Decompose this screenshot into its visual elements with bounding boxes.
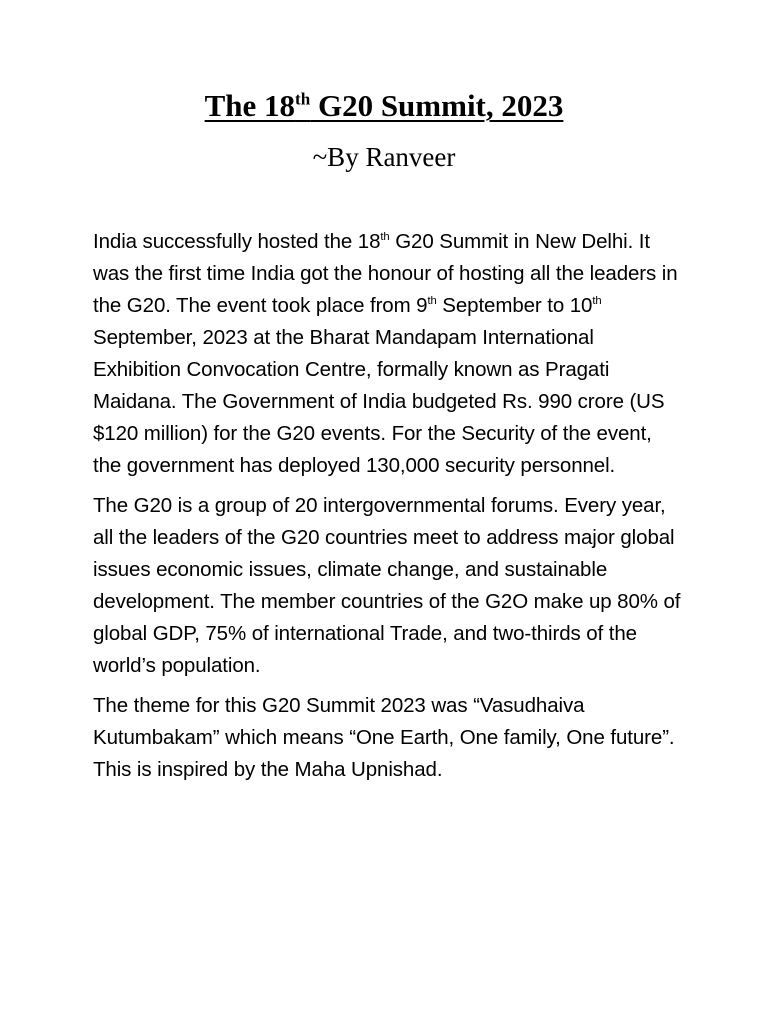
paragraph-3: The theme for this G20 Summit 2023 was “Vasudhaiva Kutumbakam” which means “One Earth, One family, One future”. This is inspired by the Maha Upnishad. <box>93 694 675 781</box>
paragraph-2: The G20 is a group of 20 intergovernmental forums. Every year, all the leaders of the G20 countries meet to address major global issues economic issues, climate change, and sustainable development. The member countries of the G2O make up 80% of global GDP, 75% of international Trade, and two-thirds of the world’s population. <box>93 494 681 677</box>
article-body <box>93 226 683 794</box>
title-suffix: G20 Summit, 2023 <box>310 88 564 123</box>
title-prefix: The 18 <box>204 88 296 123</box>
paragraph-1-part-b: G20 Summit in New Delhi. It was the first time India got the honour of hosting all the leaders in the G20. The event took place from 9 <box>93 230 678 317</box>
paragraph-1-part-a: India successfully hosted the 18 <box>93 230 381 253</box>
title-superscript: th <box>295 89 311 109</box>
paragraph-1 <box>93 226 683 482</box>
paragraph-1-part-d: September, 2023 at the Bharat Mandapam International Exhibition Convocation Centre, formally known as Pragati Maidana. The Government of India budgeted Rs. 990 crore (US $120 million) for the G20 events. For the Security of the event, the government has deployed 130,000 security personnel. <box>93 326 665 477</box>
paragraph-1-sup-2: th <box>427 295 437 308</box>
paragraph-1-sup-3: th <box>592 295 602 308</box>
byline: ~By Ranveer <box>312 142 456 172</box>
paragraph-1-part-c: September to 10 <box>436 294 593 317</box>
paragraph-1-sup-1: th <box>380 231 390 244</box>
page-title <box>0 86 768 126</box>
